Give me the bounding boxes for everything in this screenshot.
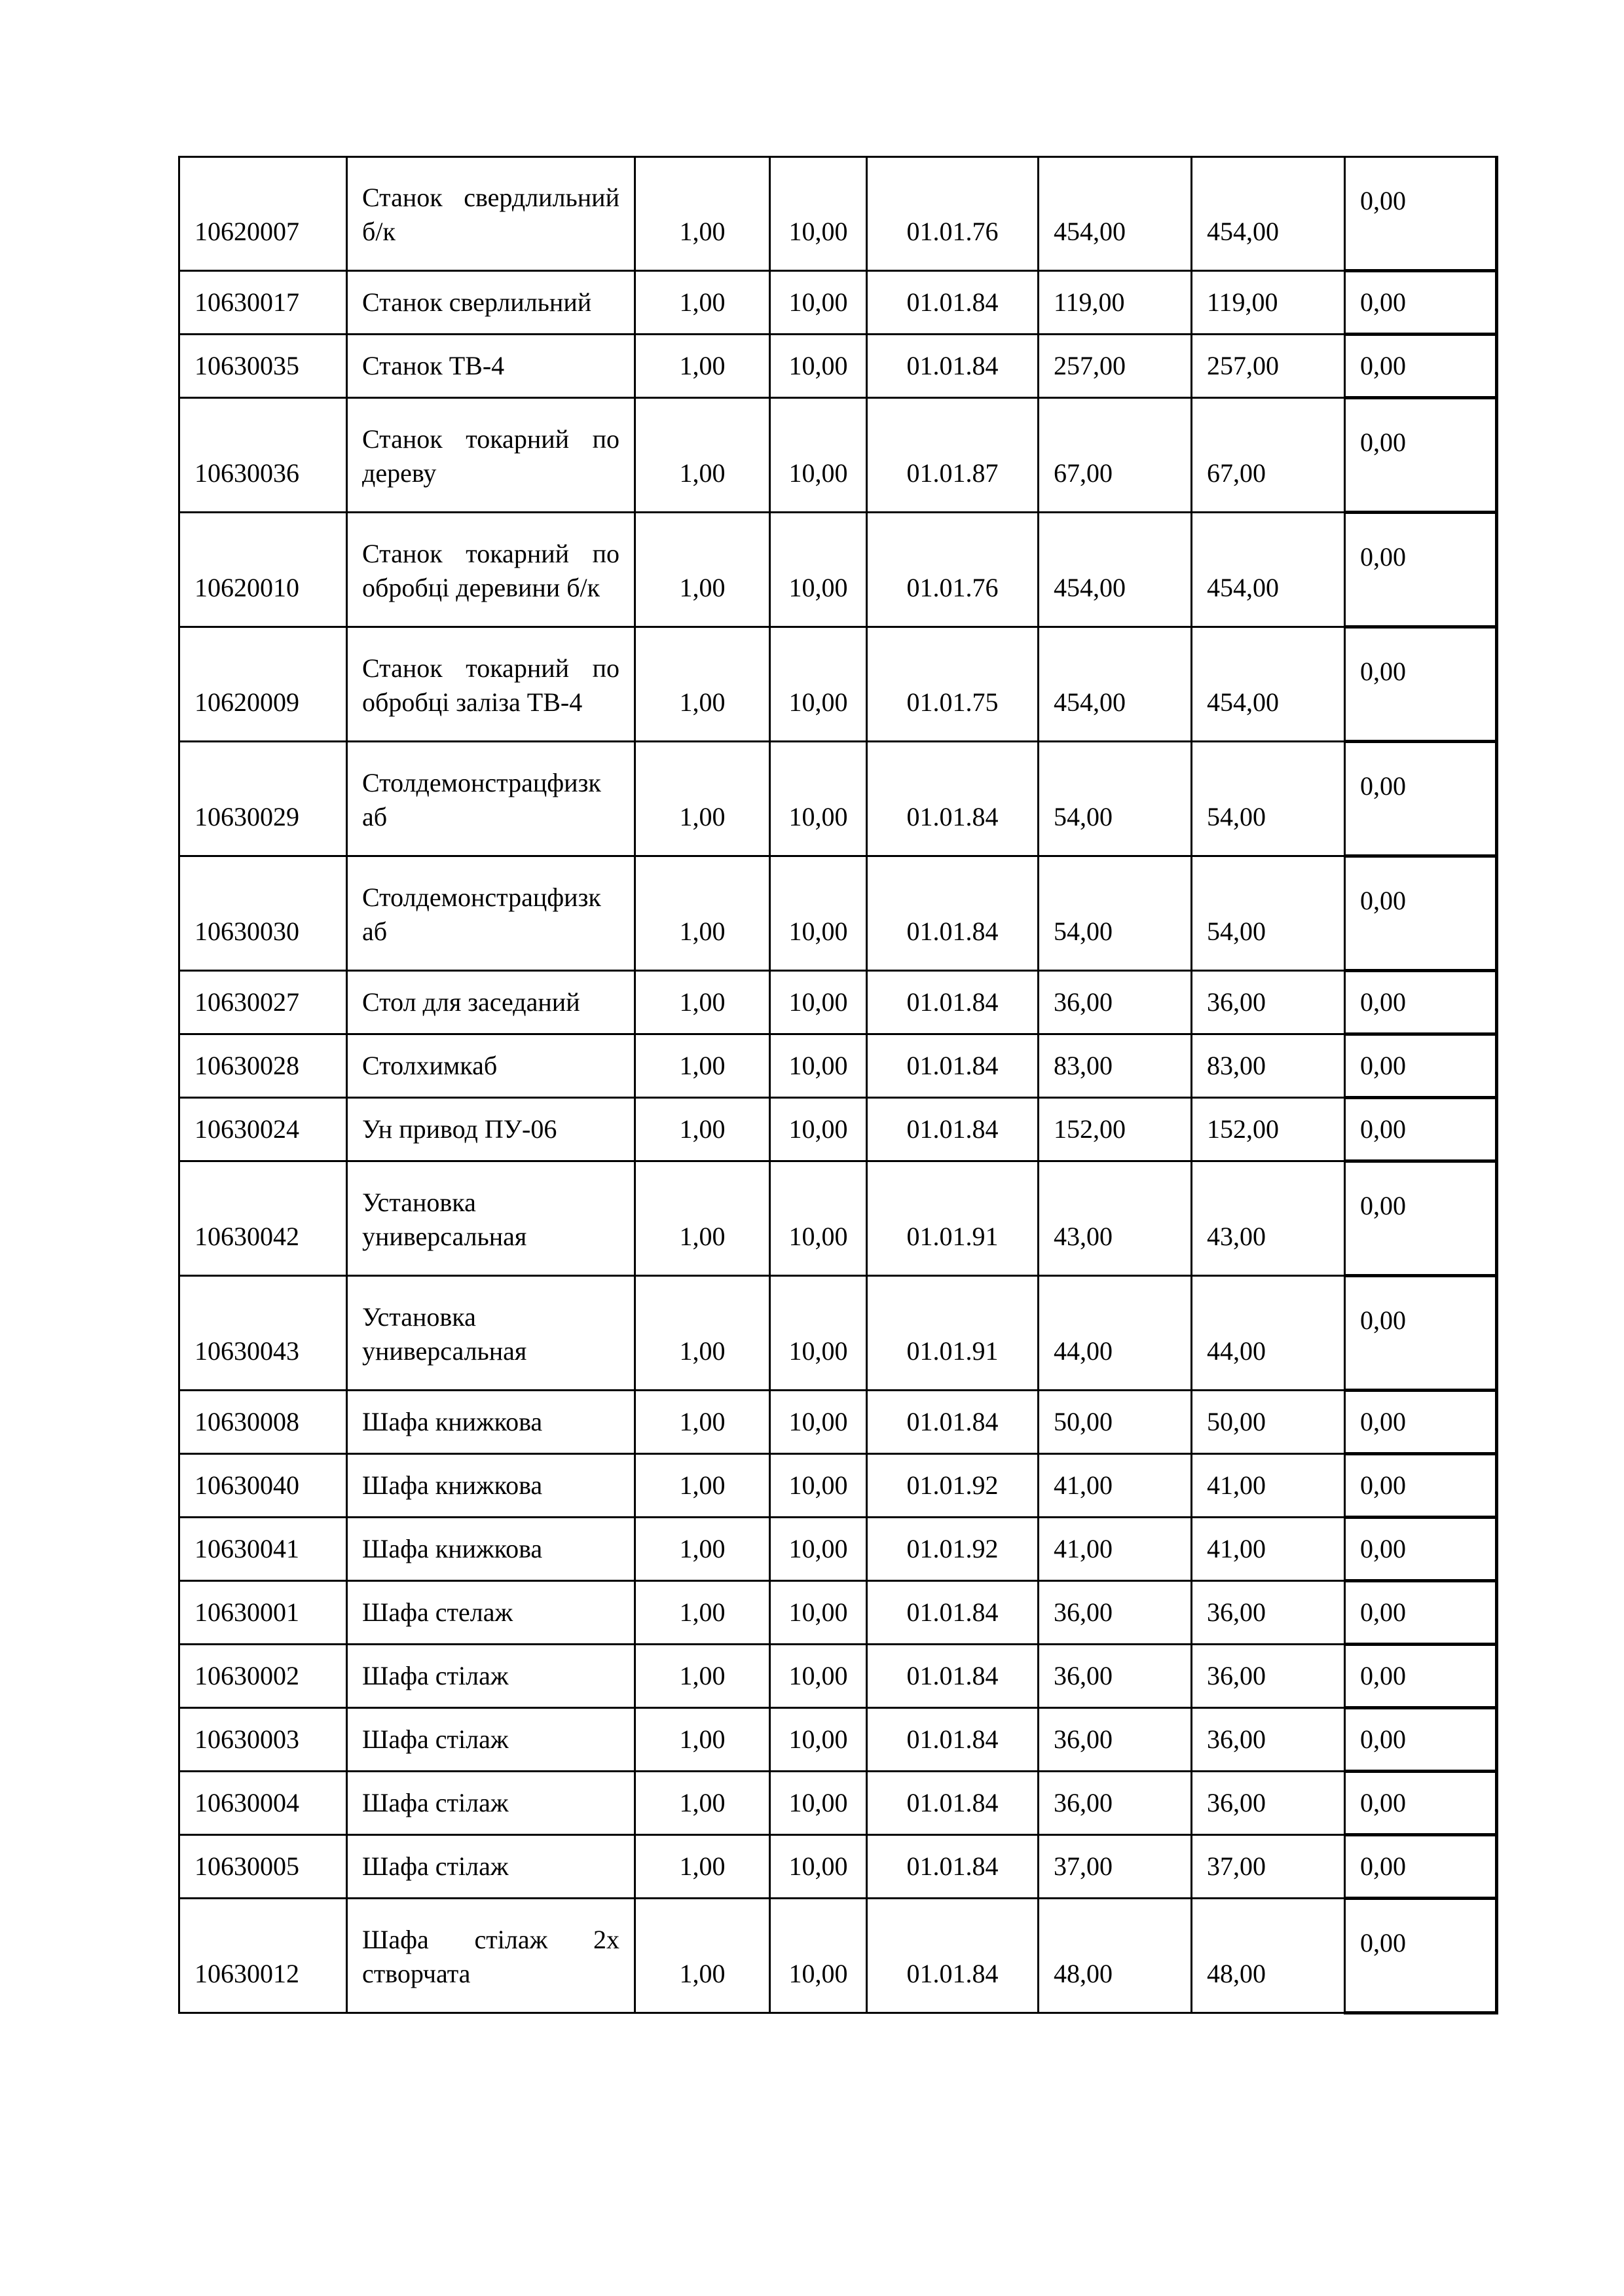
inventory-code-cell: 10620009 xyxy=(179,627,347,742)
rate-cell: 10,00 xyxy=(770,1581,867,1645)
inventory-code-cell: 10630036 xyxy=(179,398,347,513)
cost-cell: 48,00 xyxy=(1039,1899,1192,2013)
inventory-code-cell: 10630028 xyxy=(179,1034,347,1098)
date-cell: 01.01.87 xyxy=(867,398,1039,513)
cost-cell: 44,00 xyxy=(1039,1276,1192,1391)
depreciation-cell: 48,00 xyxy=(1192,1899,1345,2013)
rate-cell: 10,00 xyxy=(770,271,867,335)
inventory-code-cell: 10630029 xyxy=(179,742,347,856)
date-cell: 01.01.84 xyxy=(867,1581,1039,1645)
table-row xyxy=(179,1161,1497,1276)
asset-name-cell: Шафа стілаж xyxy=(347,1708,635,1772)
residual-cell: 0,00 xyxy=(1345,1276,1497,1391)
asset-name-cell: Столхимкаб xyxy=(347,1034,635,1098)
depreciation-cell: 152,00 xyxy=(1192,1098,1345,1161)
cost-cell: 83,00 xyxy=(1039,1034,1192,1098)
residual-cell: 0,00 xyxy=(1345,1454,1497,1518)
date-cell: 01.01.92 xyxy=(867,1454,1039,1518)
depreciation-cell: 83,00 xyxy=(1192,1034,1345,1098)
asset-name-cell: Стол для заседаний xyxy=(347,971,635,1034)
residual-cell: 0,00 xyxy=(1345,513,1497,627)
quantity-cell: 1,00 xyxy=(635,1454,770,1518)
date-cell: 01.01.76 xyxy=(867,157,1039,271)
rate-cell: 10,00 xyxy=(770,1161,867,1276)
inventory-code-cell: 10630027 xyxy=(179,971,347,1034)
date-cell: 01.01.84 xyxy=(867,971,1039,1034)
depreciation-cell: 454,00 xyxy=(1192,627,1345,742)
residual-cell: 0,00 xyxy=(1345,742,1497,856)
depreciation-cell: 119,00 xyxy=(1192,271,1345,335)
cost-cell: 119,00 xyxy=(1039,271,1192,335)
residual-cell: 0,00 xyxy=(1345,335,1497,398)
table-row xyxy=(179,513,1497,627)
residual-cell: 0,00 xyxy=(1345,1835,1497,1899)
cost-cell: 257,00 xyxy=(1039,335,1192,398)
asset-name-cell: Станок токарний по обробці деревини б/к xyxy=(347,513,635,627)
quantity-cell: 1,00 xyxy=(635,856,770,971)
rate-cell: 10,00 xyxy=(770,1708,867,1772)
date-cell: 01.01.84 xyxy=(867,1708,1039,1772)
quantity-cell: 1,00 xyxy=(635,1899,770,2013)
date-cell: 01.01.84 xyxy=(867,1391,1039,1454)
depreciation-cell: 44,00 xyxy=(1192,1276,1345,1391)
cost-cell: 152,00 xyxy=(1039,1098,1192,1161)
asset-name-cell: Шафа стелаж xyxy=(347,1581,635,1645)
table-row xyxy=(179,1098,1497,1161)
inventory-code-cell: 10630043 xyxy=(179,1276,347,1391)
residual-cell: 0,00 xyxy=(1345,1581,1497,1645)
date-cell: 01.01.76 xyxy=(867,513,1039,627)
table-row xyxy=(179,335,1497,398)
rate-cell: 10,00 xyxy=(770,1098,867,1161)
rate-cell: 10,00 xyxy=(770,335,867,398)
rate-cell: 10,00 xyxy=(770,1454,867,1518)
inventory-code-cell: 10620010 xyxy=(179,513,347,627)
quantity-cell: 1,00 xyxy=(635,627,770,742)
asset-name-cell: Станок ТВ-4 xyxy=(347,335,635,398)
asset-name-cell: Шафа стілаж 2х створчата xyxy=(347,1899,635,2013)
cost-cell: 43,00 xyxy=(1039,1161,1192,1276)
quantity-cell: 1,00 xyxy=(635,1645,770,1708)
residual-cell: 0,00 xyxy=(1345,1391,1497,1454)
residual-cell: 0,00 xyxy=(1345,1161,1497,1276)
inventory-code-cell: 10630003 xyxy=(179,1708,347,1772)
inventory-code-cell: 10630008 xyxy=(179,1391,347,1454)
table-row xyxy=(179,398,1497,513)
cost-cell: 41,00 xyxy=(1039,1518,1192,1581)
date-cell: 01.01.84 xyxy=(867,1835,1039,1899)
asset-name-cell: Шафа книжкова xyxy=(347,1391,635,1454)
asset-name-cell: Станок свердлильний б/к xyxy=(347,157,635,271)
quantity-cell: 1,00 xyxy=(635,513,770,627)
inventory-table xyxy=(178,156,1498,2014)
inventory-code-cell: 10630012 xyxy=(179,1899,347,2013)
quantity-cell: 1,00 xyxy=(635,157,770,271)
inventory-code-cell: 10630001 xyxy=(179,1581,347,1645)
rate-cell: 10,00 xyxy=(770,856,867,971)
date-cell: 01.01.84 xyxy=(867,335,1039,398)
inventory-code-cell: 10630040 xyxy=(179,1454,347,1518)
table-row xyxy=(179,1454,1497,1518)
depreciation-cell: 54,00 xyxy=(1192,742,1345,856)
inventory-code-cell: 10630030 xyxy=(179,856,347,971)
rate-cell: 10,00 xyxy=(770,1518,867,1581)
inventory-code-cell: 10630041 xyxy=(179,1518,347,1581)
quantity-cell: 1,00 xyxy=(635,1391,770,1454)
cost-cell: 54,00 xyxy=(1039,742,1192,856)
depreciation-cell: 36,00 xyxy=(1192,1708,1345,1772)
cost-cell: 36,00 xyxy=(1039,1772,1192,1835)
rate-cell: 10,00 xyxy=(770,1645,867,1708)
asset-name-cell: Шафа книжкова xyxy=(347,1454,635,1518)
depreciation-cell: 36,00 xyxy=(1192,1645,1345,1708)
residual-cell: 0,00 xyxy=(1345,627,1497,742)
asset-name-cell: Столдемонстрацфизк аб xyxy=(347,742,635,856)
table-row xyxy=(179,1581,1497,1645)
table-row xyxy=(179,1518,1497,1581)
cost-cell: 454,00 xyxy=(1039,627,1192,742)
inventory-code-cell: 10630017 xyxy=(179,271,347,335)
asset-name-cell: Шафа стілаж xyxy=(347,1835,635,1899)
depreciation-cell: 257,00 xyxy=(1192,335,1345,398)
quantity-cell: 1,00 xyxy=(635,1581,770,1645)
table-row xyxy=(179,856,1497,971)
date-cell: 01.01.75 xyxy=(867,627,1039,742)
residual-cell: 0,00 xyxy=(1345,157,1497,271)
table-row xyxy=(179,1034,1497,1098)
inventory-code-cell: 10630035 xyxy=(179,335,347,398)
residual-cell: 0,00 xyxy=(1345,1645,1497,1708)
residual-cell: 0,00 xyxy=(1345,1098,1497,1161)
residual-cell: 0,00 xyxy=(1345,1034,1497,1098)
rate-cell: 10,00 xyxy=(770,513,867,627)
residual-cell: 0,00 xyxy=(1345,398,1497,513)
quantity-cell: 1,00 xyxy=(635,742,770,856)
cost-cell: 454,00 xyxy=(1039,157,1192,271)
asset-name-cell: Станок токарний по дереву xyxy=(347,398,635,513)
depreciation-cell: 454,00 xyxy=(1192,513,1345,627)
table-row xyxy=(179,1391,1497,1454)
cost-cell: 36,00 xyxy=(1039,1708,1192,1772)
date-cell: 01.01.84 xyxy=(867,271,1039,335)
table-row xyxy=(179,742,1497,856)
inventory-code-cell: 10630042 xyxy=(179,1161,347,1276)
quantity-cell: 1,00 xyxy=(635,1772,770,1835)
rate-cell: 10,00 xyxy=(770,627,867,742)
rate-cell: 10,00 xyxy=(770,398,867,513)
date-cell: 01.01.84 xyxy=(867,1899,1039,2013)
depreciation-cell: 37,00 xyxy=(1192,1835,1345,1899)
table-row xyxy=(179,971,1497,1034)
depreciation-cell: 50,00 xyxy=(1192,1391,1345,1454)
residual-cell: 0,00 xyxy=(1345,1708,1497,1772)
quantity-cell: 1,00 xyxy=(635,1161,770,1276)
quantity-cell: 1,00 xyxy=(635,398,770,513)
cost-cell: 36,00 xyxy=(1039,1645,1192,1708)
table-row xyxy=(179,627,1497,742)
depreciation-cell: 43,00 xyxy=(1192,1161,1345,1276)
cost-cell: 50,00 xyxy=(1039,1391,1192,1454)
rate-cell: 10,00 xyxy=(770,1276,867,1391)
rate-cell: 10,00 xyxy=(770,1034,867,1098)
date-cell: 01.01.91 xyxy=(867,1276,1039,1391)
residual-cell: 0,00 xyxy=(1345,1772,1497,1835)
rate-cell: 10,00 xyxy=(770,742,867,856)
asset-name-cell: Шафа книжкова xyxy=(347,1518,635,1581)
rate-cell: 10,00 xyxy=(770,1899,867,2013)
date-cell: 01.01.84 xyxy=(867,856,1039,971)
depreciation-cell: 67,00 xyxy=(1192,398,1345,513)
quantity-cell: 1,00 xyxy=(635,271,770,335)
table-row xyxy=(179,1708,1497,1772)
depreciation-cell: 36,00 xyxy=(1192,1772,1345,1835)
asset-name-cell: Шафа стілаж xyxy=(347,1645,635,1708)
asset-name-cell: Установка универсальная xyxy=(347,1161,635,1276)
cost-cell: 41,00 xyxy=(1039,1454,1192,1518)
quantity-cell: 1,00 xyxy=(635,1098,770,1161)
table-row xyxy=(179,157,1497,271)
date-cell: 01.01.84 xyxy=(867,1645,1039,1708)
cost-cell: 37,00 xyxy=(1039,1835,1192,1899)
table-row xyxy=(179,1899,1497,2013)
depreciation-cell: 41,00 xyxy=(1192,1454,1345,1518)
date-cell: 01.01.84 xyxy=(867,1098,1039,1161)
inventory-code-cell: 10630002 xyxy=(179,1645,347,1708)
residual-cell: 0,00 xyxy=(1345,1899,1497,2013)
rate-cell: 10,00 xyxy=(770,971,867,1034)
quantity-cell: 1,00 xyxy=(635,1708,770,1772)
table-row xyxy=(179,1772,1497,1835)
quantity-cell: 1,00 xyxy=(635,1276,770,1391)
cost-cell: 36,00 xyxy=(1039,1581,1192,1645)
asset-name-cell: Станок сверлильний xyxy=(347,271,635,335)
asset-name-cell: Установка универсальная xyxy=(347,1276,635,1391)
inventory-code-cell: 10630005 xyxy=(179,1835,347,1899)
inventory-code-cell: 10630004 xyxy=(179,1772,347,1835)
depreciation-cell: 36,00 xyxy=(1192,971,1345,1034)
date-cell: 01.01.84 xyxy=(867,1034,1039,1098)
date-cell: 01.01.84 xyxy=(867,742,1039,856)
rate-cell: 10,00 xyxy=(770,1772,867,1835)
date-cell: 01.01.84 xyxy=(867,1772,1039,1835)
depreciation-cell: 41,00 xyxy=(1192,1518,1345,1581)
residual-cell: 0,00 xyxy=(1345,856,1497,971)
inventory-code-cell: 10620007 xyxy=(179,157,347,271)
table-row xyxy=(179,1276,1497,1391)
inventory-code-cell: 10630024 xyxy=(179,1098,347,1161)
date-cell: 01.01.91 xyxy=(867,1161,1039,1276)
cost-cell: 454,00 xyxy=(1039,513,1192,627)
cost-cell: 36,00 xyxy=(1039,971,1192,1034)
quantity-cell: 1,00 xyxy=(635,1518,770,1581)
quantity-cell: 1,00 xyxy=(635,335,770,398)
asset-name-cell: Станок токарний по обробці заліза ТВ-4 xyxy=(347,627,635,742)
residual-cell: 0,00 xyxy=(1345,1518,1497,1581)
depreciation-cell: 54,00 xyxy=(1192,856,1345,971)
asset-name-cell: Столдемонстрацфизк аб xyxy=(347,856,635,971)
date-cell: 01.01.92 xyxy=(867,1518,1039,1581)
depreciation-cell: 36,00 xyxy=(1192,1581,1345,1645)
quantity-cell: 1,00 xyxy=(635,1835,770,1899)
rate-cell: 10,00 xyxy=(770,1835,867,1899)
table-row xyxy=(179,271,1497,335)
asset-name-cell: Ун привод ПУ-06 xyxy=(347,1098,635,1161)
asset-name-cell: Шафа стілаж xyxy=(347,1772,635,1835)
rate-cell: 10,00 xyxy=(770,1391,867,1454)
quantity-cell: 1,00 xyxy=(635,971,770,1034)
cost-cell: 54,00 xyxy=(1039,856,1192,971)
cost-cell: 67,00 xyxy=(1039,398,1192,513)
residual-cell: 0,00 xyxy=(1345,271,1497,335)
rate-cell: 10,00 xyxy=(770,157,867,271)
depreciation-cell: 454,00 xyxy=(1192,157,1345,271)
table-row xyxy=(179,1835,1497,1899)
quantity-cell: 1,00 xyxy=(635,1034,770,1098)
table-row xyxy=(179,1645,1497,1708)
residual-cell: 0,00 xyxy=(1345,971,1497,1034)
